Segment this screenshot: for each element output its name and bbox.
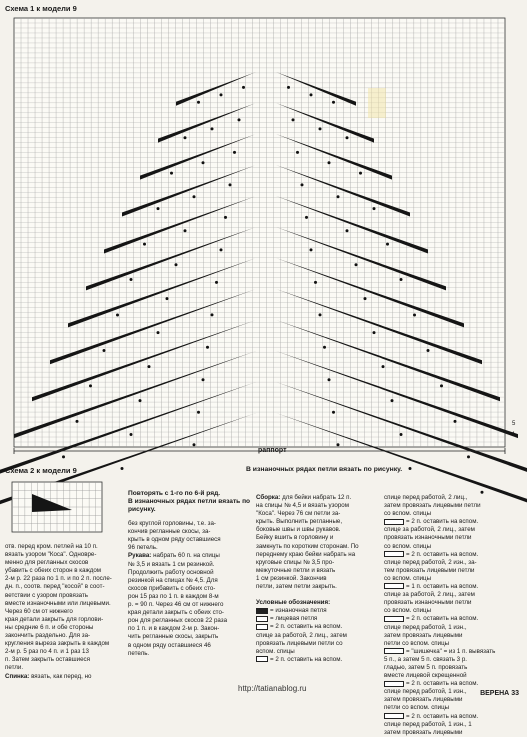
legend-symbol-icon [256,608,268,614]
bobble-mark [202,161,205,164]
legend-item [256,623,380,631]
text-line: Через 60 см от нижнего [5,607,73,615]
legend-item [384,510,524,518]
bobble-mark [287,86,290,89]
bobble-mark [391,399,394,402]
text-line: 2-м р. 22 раза по 1 п. и по 2 п. после- [5,575,112,583]
legend-text: тем провязать лицевыми петли [384,566,475,574]
legend-text: со вспом. спицы [384,574,432,582]
legend-text: = "шишечка" = из 1 п. вывязать [406,647,496,655]
bobble-mark [409,467,412,470]
scheme2-title: Схема 2 к модели 9 [5,466,77,475]
bobble-mark [413,314,416,317]
legend-item [384,729,524,737]
legend-text: = лицевая петля [270,615,318,623]
text-line: ны средние 6 п. и обе стороны [5,623,94,631]
legend-text: = 2 п. оставить на вспом. [406,680,479,688]
bobble-mark [301,183,304,186]
legend-text: спице за работой, 2 лиц., затем [384,526,475,534]
highlight-patch [368,88,386,118]
legend-text: спице перед работой, 1 изн., [384,623,467,631]
legend-item [384,704,524,712]
text-line: крыть. Выполнить регланные, [256,518,343,526]
bobble-mark [319,313,322,316]
legend-text: провязать лицевыми петли со [256,639,343,647]
text-line: "Коса". Через 76 см петли за- [256,510,341,518]
legend-text: 5 п., а затем 5 п. связать 3 р. [384,655,467,663]
legend-item [384,648,524,656]
bobble-mark [116,314,119,317]
magazine-name: ВЕРЕНА [480,690,510,697]
scheme1-title: Схема 1 к модели 9 [5,4,77,13]
text-line: 1 см резинкой. Закончив [256,574,327,582]
bobble-mark [211,313,214,316]
bobble-mark [238,118,241,121]
scheme2-chart [10,480,105,535]
legend-text: = 1 п. оставить на вспом. [406,583,479,591]
text-line: 96 петель. [128,544,158,552]
legend-item [384,567,524,575]
bobble-mark [175,263,178,266]
legend-text: вспом. спицы [256,647,295,655]
bobble-mark [148,365,151,368]
legend-item [384,607,524,615]
bobble-mark [242,86,245,89]
legend-item [256,632,380,640]
bobble-mark [346,229,349,232]
legend-item [384,640,524,648]
bobble-mark [62,455,65,458]
legend-item [256,648,380,656]
bobble-mark [332,101,335,104]
bobble-mark [427,349,430,352]
purl-rows-note-2: В изнаночных рядах петли вязать по рисунку. [128,498,251,514]
legend-text: затем провязать лицевыми [384,696,463,704]
legend-item [384,664,524,672]
legend-symbol-icon [256,616,268,622]
assembly-first: для бейки набрать 12 п. [282,494,352,501]
bobble-mark [229,183,232,186]
cable-symbol-icon [384,681,404,687]
bobble-mark [359,172,362,175]
bobble-mark [206,346,209,349]
purl-rows-note: В изнаночных рядах петли вязать по рисунку. [246,466,403,473]
text-line: скосов прибавить с обеих сто- [128,584,216,592]
bobble-mark [292,118,295,121]
bobble-mark [157,207,160,210]
row-number-top: 5 [512,421,516,427]
legend-text: = 2 п. оставить на вспом. [270,655,343,663]
bobble-mark [310,93,313,96]
repeat-label: раппорт [258,447,287,454]
legend-text: = 2 п. оставить на вспом. [406,550,479,558]
bobble-mark [193,195,196,198]
legend-item [384,696,524,704]
legend-item [256,615,380,623]
text-line: крыть в одном ряду оставшиеся [128,536,221,544]
legend-text: спице за работой, 2 лиц., затем [256,631,347,639]
legend-text: спице перед работой, 1 изн., 1 [384,720,472,728]
bobble-mark [314,281,317,284]
legend-text: затем провязать лицевыми петли [384,502,481,510]
bobble-mark [220,93,223,96]
bobble-mark [328,378,331,381]
cable-symbol-icon [384,583,404,589]
legend-text: спице перед работой, 1 изн., [384,688,467,696]
text-line: по 1 п. и в каждом 2-м р. Закон- [128,625,220,633]
bobble-mark [373,207,376,210]
legend-item [384,624,524,632]
row-number-bottom: 1 [512,432,516,438]
legend-text: спице перед работой, 2 лиц., [384,494,468,501]
bobble-mark [197,101,200,104]
back-label: Спинка: [5,672,30,680]
legend-text: спице за работой, 2 лиц., затем [384,591,475,599]
legend-text: = 2 п. оставить на вспом. [406,712,479,720]
bobble-mark [170,172,173,175]
cable-symbol-icon [384,713,404,719]
legend-item [384,672,524,680]
legend-item [384,526,524,534]
bobble-mark [323,346,326,349]
text-line: № 3,5 и вязать 1 см резинкой. [128,560,215,568]
legend-text: затем провязать лицевыми [384,728,463,736]
legend-item [256,640,380,648]
bobble-mark [319,127,322,130]
bobble-mark [166,297,169,300]
text-line: кончив регланные скосы, за- [128,528,211,536]
cable-symbol-icon [384,519,404,525]
legend-item [256,656,380,664]
bobble-mark [220,248,223,251]
legend-symbol-icon [256,624,268,630]
text-line: рон для регланных скосов 22 раза [128,617,228,625]
text-line: вязать узором "Коса". Одновре- [5,551,97,559]
bobble-mark [184,229,187,232]
text-line: п. Затем закрыть оставшиеся [5,656,90,664]
bobble-mark [224,216,227,219]
bobble-mark [193,443,196,446]
legend-text: со вспом. спицы [384,542,432,550]
column-3-text [256,494,380,694]
legend-text: со вспом. спицы [384,607,432,615]
text-line: убавить с обеих сторон в каждом [5,567,102,575]
text-line: края детали закрыть для горлови- [5,615,104,623]
bobble-mark [184,136,187,139]
text-line: вместе изнаночными или лицевыми. [5,599,111,607]
text-line: менно для регланных скосов [5,559,89,567]
column-2-text [128,490,252,695]
legend-item [384,583,524,591]
page-footer [480,690,519,697]
watermark-url: http://tatianablog.ru [238,684,307,693]
bobble-mark [233,151,236,154]
text-line: петли. [5,664,24,672]
legend-text: провязать изнаночными петли [384,599,472,607]
bobble-mark [121,467,124,470]
text-line: р. = 90 п. Через 46 см от нижнего [128,601,224,609]
bobble-mark [467,455,470,458]
bobble-mark [130,278,133,281]
bobble-mark [382,365,385,368]
text-line: петель. [128,649,150,657]
text-line: без круглой горловины, т.е. за- [128,520,216,528]
legend-text: спице перед работой, 2 изн., за- [384,558,477,566]
bobble-mark [197,411,200,414]
bobble-mark [346,136,349,139]
bobble-mark [305,216,308,219]
bobble-mark [337,195,340,198]
text-line: отв. перед кром. петлей на 10 п. [5,543,98,550]
legend-text: гладью, затем 5 п. провязать [384,663,468,671]
column-1-text [5,543,125,693]
text-line: боковые швы и швы рукавов. [256,526,341,534]
text-line: ветствии с узором провязать [5,591,89,599]
assembly-label: Сборка: [256,494,281,501]
cable-symbol-icon [384,648,404,654]
bobble-mark [76,420,79,423]
legend-item [384,599,524,607]
bobble-mark [454,420,457,423]
legend-item [384,656,524,664]
legend-item [384,680,524,688]
text-line: дн. п., соотв. перед "косой" в соот- [5,583,105,591]
legend-item [384,615,524,623]
bobble-mark [355,263,358,266]
legend-text: = 2 п. оставить на вспом. [406,518,479,526]
text-line: 2-м р. 5 раз по 4 п. и 1 раз 13 [5,648,89,656]
bobble-mark [337,443,340,446]
legend-item [384,591,524,599]
legend-text: петли со вспом. спицы [384,704,450,712]
bobble-mark [157,331,160,334]
bobble-mark [386,243,389,246]
legend-item [384,559,524,567]
bobble-mark [211,127,214,130]
bobble-mark [296,151,299,154]
bobble-mark [332,411,335,414]
legend-item [384,534,524,542]
bobble-mark [400,433,403,436]
text-line: переднему краю бейки набрать на [256,550,356,558]
bobble-mark [310,248,313,251]
legend-item [256,607,380,615]
legend-text: = 2 п. оставить на вспом. [406,615,479,623]
text-line: закончить раздельно. Для за- [5,632,91,640]
text-line: межуточные петли и вязать [256,566,336,574]
text-line: петли, затем петли закрыть. [256,583,337,591]
cable-symbol-icon [384,616,404,622]
text-line: резинкой на спицах № 4,5. Для [128,576,218,584]
legend-text: вместе лицевой скрещенной [384,672,467,680]
text-line: замкнуть по коротким сторонам. По [256,542,359,550]
bobble-mark [143,243,146,246]
bobble-mark [328,161,331,164]
page-number: 33 [511,690,519,697]
legend-title: Условные обозначения: [256,599,331,607]
bobble-mark [89,384,92,387]
bobble-mark [202,378,205,381]
text-line: в одном ряду оставшиеся 46 [128,641,211,649]
bobble-mark [130,433,133,436]
cable-symbol-icon [384,551,404,557]
text-line: рон 15 раз по 1 п. в каждом 8-м [128,592,219,600]
legend-text: затем провязать лицевыми [384,631,463,639]
text-line: круговые спицы № 3,5 про- [256,558,335,566]
text-line: на спицы № 4,5 и вязать узором [256,502,349,510]
text-line: чить регланные скосы, закрыть [128,633,219,641]
legend-text: = 2 п. оставить на вспом. [270,623,343,631]
legend-text: со вспом. спицы [384,510,432,518]
text-line: Бейку вшить в горловину и [256,534,334,542]
text-line: кругления выреза закрыть в каждом [5,640,110,648]
legend-item [384,543,524,551]
bobble-mark [373,331,376,334]
bobble-mark [364,297,367,300]
sleeves-label: Рукава: [128,552,152,560]
legend-symbol-icon [256,656,268,662]
legend-item [384,721,524,729]
bobble-mark [103,349,106,352]
legend-text: = изнаночная петля [270,607,327,615]
legend-item [384,575,524,583]
bobble-mark [400,278,403,281]
bobble-mark [139,399,142,402]
back-text: вязать, как перед, но [31,672,92,680]
scheme1-chart [0,10,527,465]
legend-item [384,551,524,559]
legend-text: провязать изнаночными петли [384,534,472,542]
legend-item [384,502,524,510]
repeat-rows-note: Повторять с 1-го по 6-й ряд. [128,490,221,497]
sleeves-first: набрать 60 п. на спицы [153,552,220,560]
text-line: края детали закрыть с обеих сто- [128,609,224,617]
text-line: Продолжить работу основной [128,568,214,576]
legend-item [384,518,524,526]
legend-item [384,494,524,502]
legend-item [384,632,524,640]
bobble-mark [440,384,443,387]
bobble-mark [215,281,218,284]
legend-text: петли со вспом. спицы [384,639,450,647]
legend-item [384,713,524,721]
